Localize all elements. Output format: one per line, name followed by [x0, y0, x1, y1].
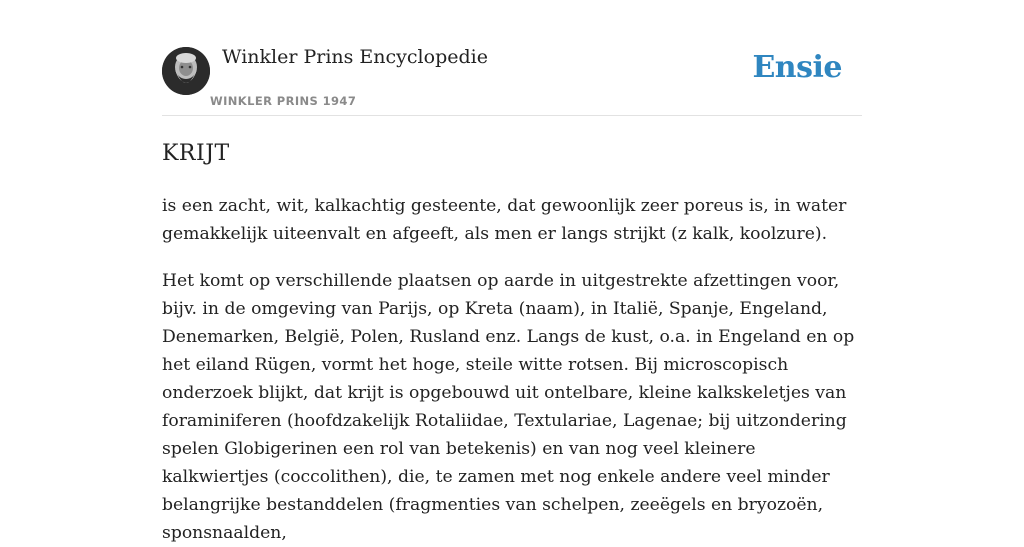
article-paragraph: is een zacht, wit, kalkachtig gesteente, dat gewoonlijk zeer poreus is, in water gemakkelijk uiteenvalt en afgeeft, als men er langs strijkt (z kalk, koolzure). — [162, 196, 847, 244]
portrait-avatar[interactable] — [162, 47, 210, 95]
source-subtitle[interactable]: WINKLER PRINS 1947 — [210, 94, 357, 108]
site-header — [162, 40, 862, 116]
site-title[interactable]: Winkler Prins Encyclopedie — [222, 46, 488, 68]
article — [162, 138, 862, 547]
portrait-icon — [162, 47, 210, 95]
article-title: KRIJT — [162, 141, 230, 166]
ensie-logo[interactable]: Ensie — [752, 50, 842, 85]
article-paragraph: Het komt op verschillende plaatsen op aarde in uitgestrekte afzettingen voor, bijv. in de omgeving van Parijs, op Kreta (naam), in Italië, Spanje, Engeland, Denemarken, België, Polen, Rusland enz. Langs de kust, o.a. in Engeland en op het eiland Rügen, vormt het hoge, steile witte rotsen. Bij microscopisch onderzoek blijkt, dat krijt is opgebouwd uit ontelbare, kleine kalkskeletjes van foraminiferen (hoofdzakelijk Rotaliidae, Textulariae, Lagenae; bij uitzondering spelen Globigerinen een rol van betekenis) en van nog veel kleinere kalkwiertjes (coccolithen), die, te zamen met nog enkele andere veel minder belangrijke bestanddelen (fragmenties van schelpen, zeeëgels en bryozoën, sponsnaalden, — [162, 271, 855, 543]
